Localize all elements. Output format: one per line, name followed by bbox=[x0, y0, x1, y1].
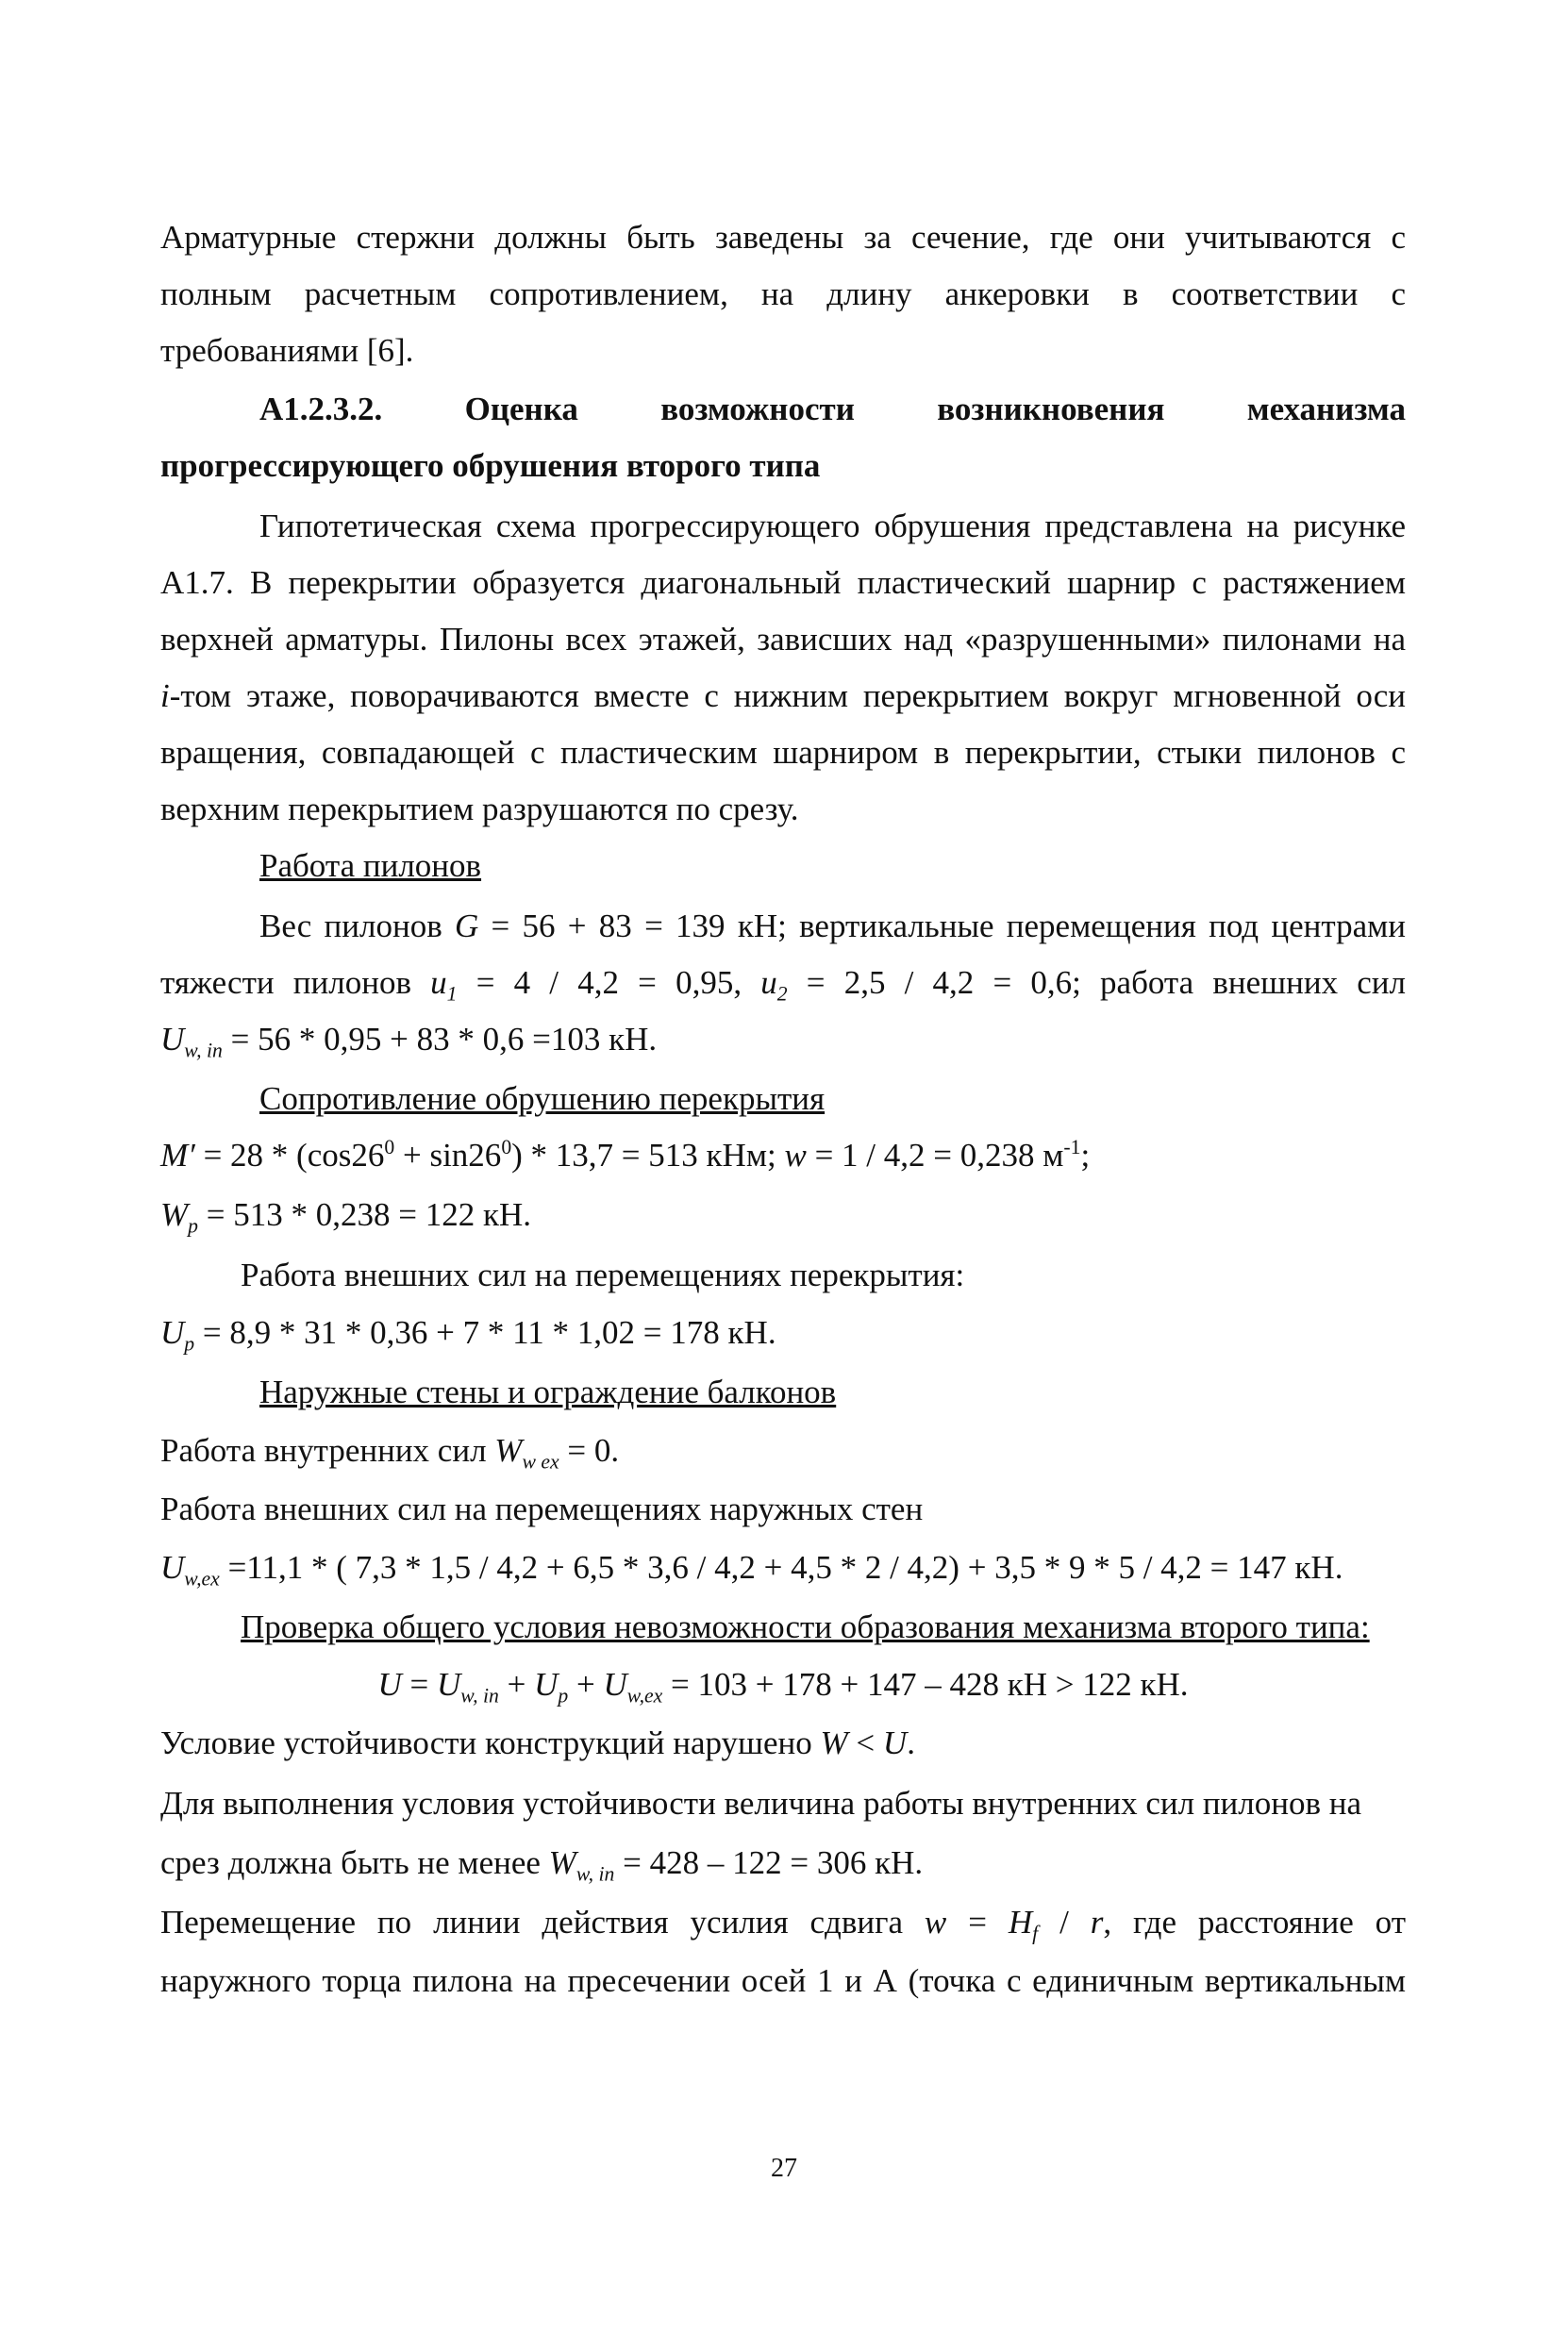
paragraph-line: наружного торца пилона на пресечении осей 1 и А (точка с единичным вертикальным bbox=[160, 1962, 1406, 1999]
paragraph-line: Условие устойчивости конструкций нарушено W < U. bbox=[160, 1724, 915, 1761]
formula-line: $U = U_{w, in} + U_p + U_{w,ex} = 103 + 178 + 147 - 428$ кН > 122 кН. bbox=[377, 1666, 1189, 1708]
formula-line: Работа внутренних сил $W_{w ex} = 0$. bbox=[160, 1432, 620, 1474]
paragraph-line: требованиями [6]. bbox=[160, 332, 414, 369]
subsection-title: Наружные стены и ограждение балконов bbox=[259, 1374, 837, 1410]
paragraph-line: Для выполнения условия устойчивости величина работы внутренних сил пилонов на bbox=[160, 1785, 1362, 1822]
paragraph-line: Арматурные стержни должны быть заведены за сечение, где они учитываются с bbox=[160, 219, 1406, 256]
formula-line: срез должна быть не менее $W_{w, in} = 428 - 122 = 306$ кН. bbox=[160, 1844, 924, 1886]
formula-line: тяжести пилонов $u_1 = 4 / 4,2 = 0,95$, $u_2 = 2,5 / 4,2 = 0,6$; работа внешних сил bbox=[160, 964, 1406, 1006]
formula-line: Вес пилонов G = 56 + 83 = 139 кН; вертикальные перемещения под центрами bbox=[259, 908, 1407, 944]
formula-line: Перемещение по линии действия усилия сдвига $w = H_f / r$, где расстояние от bbox=[160, 1904, 1407, 1945]
formula-line: $W_p = 513 * 0,238 = 122$ кН. bbox=[160, 1196, 532, 1238]
subsection-title: Работа пилонов bbox=[259, 847, 482, 884]
page-number: 27 bbox=[771, 2154, 797, 2183]
paragraph-line: верхним перекрытием разрушаются по срезу. bbox=[160, 791, 799, 827]
formula-line: $M' = 28 * (\cos 26^0 + \sin 26^0) * 13,7 = 513$ кНм; w = 1 / 4,2 = 0,238 $м^{-1}$; bbox=[160, 1135, 1091, 1174]
paragraph-line: Работа внешних сил на перемещениях перекрытия: bbox=[241, 1257, 965, 1293]
paragraph-line: верхней арматуры. Пилоны всех этажей, зависших над «разрушенными» пилонами на bbox=[160, 621, 1406, 658]
paragraph-line: Работа внешних сил на перемещениях наружных стен bbox=[160, 1491, 924, 1527]
section-heading: прогрессирующего обрушения второго типа bbox=[160, 447, 821, 484]
subsection-title: Проверка общего условия невозможности образования механизма второго типа: bbox=[241, 1608, 1370, 1645]
paragraph-line: Гипотетическая схема прогрессирующего обрушения представлена на рисунке bbox=[259, 508, 1406, 544]
formula-line: $U_{w, in} = 56 * 0,95 + 83 * 0,6 =103$ кН. bbox=[160, 1021, 658, 1062]
formula-line: $U_{w,ex} =11,1$ * ( 7,3 * 1,5 / 4,2 + 6,5 * 3,6 / 4,2 + 4,5 * 2 / 4,2) + 3,5 * 9 * 5 / 4,2 = 147 кН. bbox=[160, 1549, 1343, 1591]
paragraph-line: полным расчетным сопротивлением, на длину анкеровки в соответствии с bbox=[160, 275, 1406, 312]
section-heading: А1.2.3.2. Оценка возможности возникновения механизма bbox=[259, 391, 1406, 427]
subsection-title: Сопротивление обрушению перекрытия bbox=[259, 1080, 826, 1117]
paragraph-line: i-том этаже, поворачиваются вместе с нижним перекрытием вокруг мгновенной оси bbox=[160, 677, 1406, 714]
formula-line: $U_p = 8,9 * 31 * 0,36 + 7 * 11 * 1,02 = 178$ кН. bbox=[160, 1314, 776, 1356]
paragraph-line: А1.7. В перекрытии образуется диагональный пластический шарнир с растяжением bbox=[160, 564, 1406, 601]
paragraph-line: вращения, совпадающей с пластическим шарниром в перекрытии, стыки пилонов с bbox=[160, 734, 1406, 771]
